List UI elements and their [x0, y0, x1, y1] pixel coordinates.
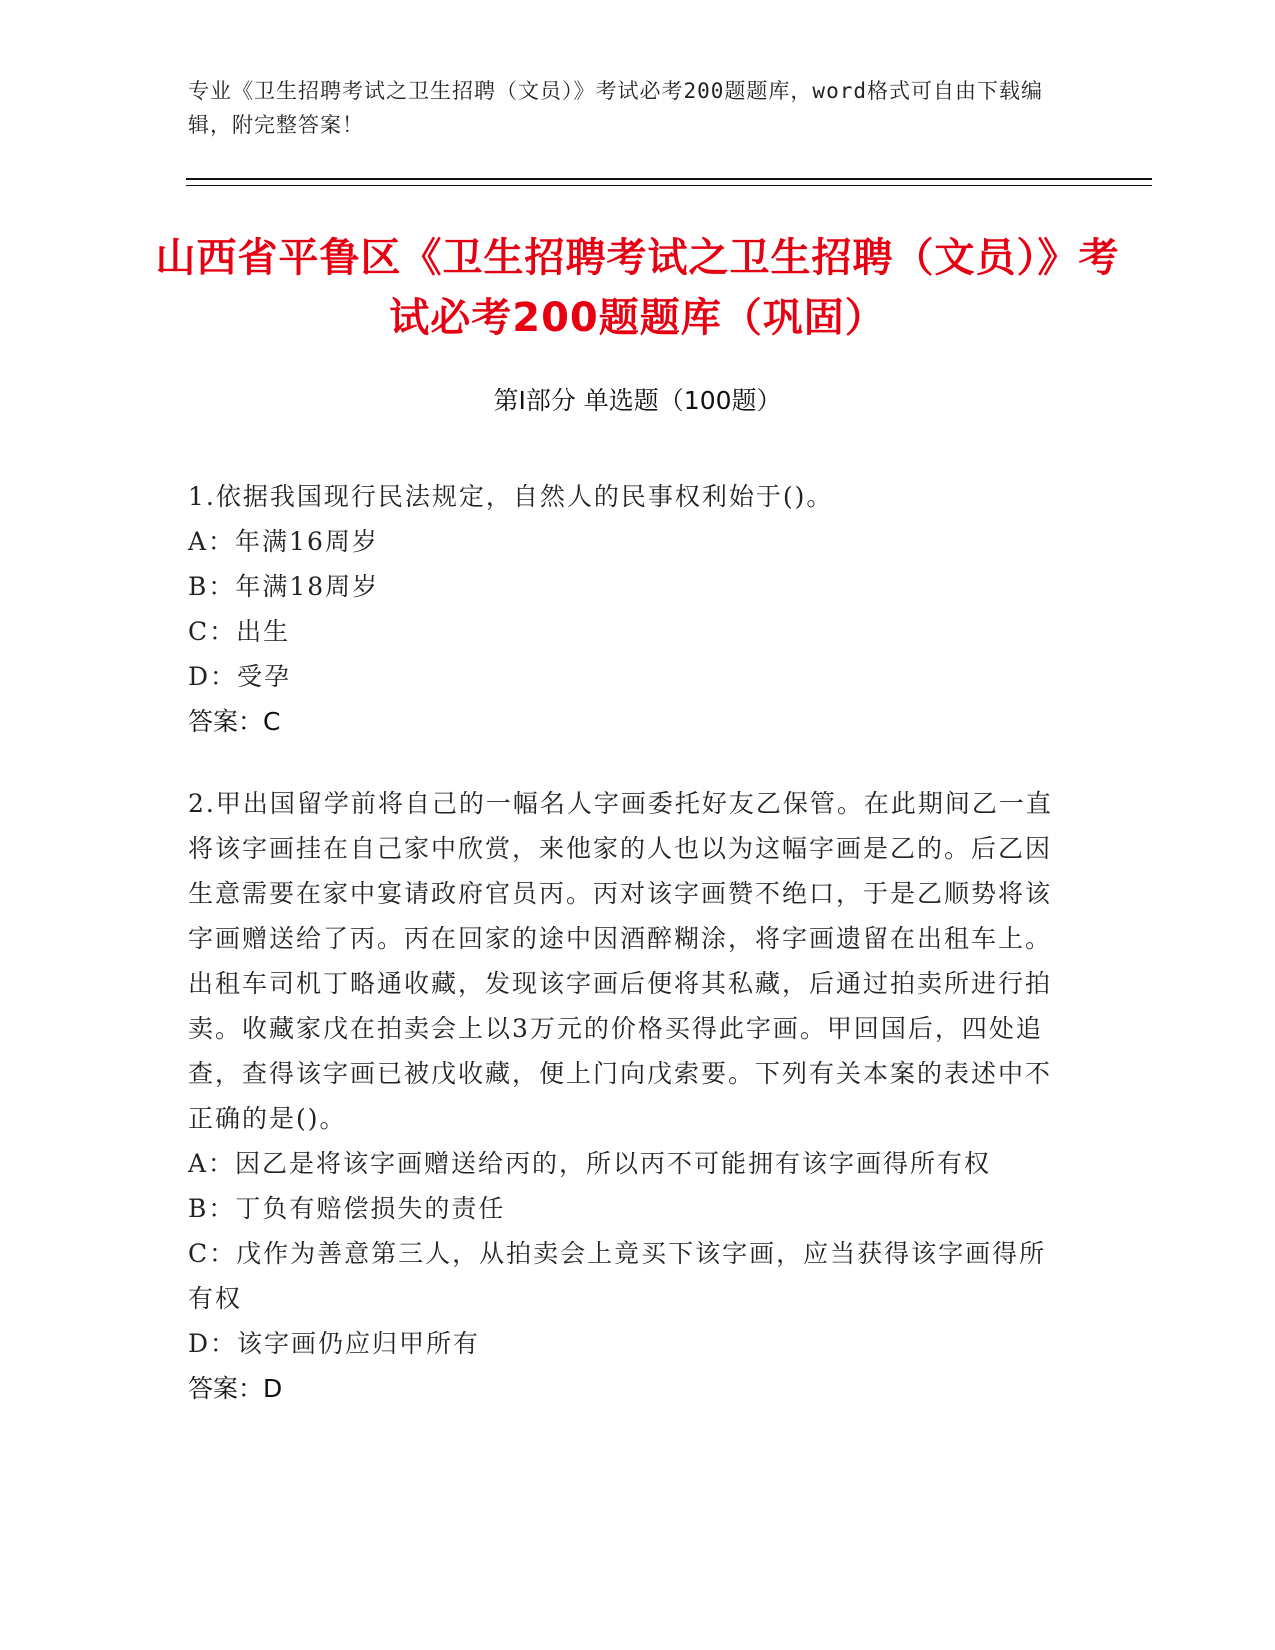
- option-a: A：因乙是将该字画赠送给丙的，所以丙不可能拥有该字画得所有权: [188, 1149, 992, 1178]
- question-1: [188, 474, 1068, 744]
- header-divider-thin: [186, 185, 1152, 186]
- answer: 答案：D: [188, 1374, 283, 1403]
- answer: 答案：C: [188, 707, 281, 736]
- header-note: 专业《卫生招聘考试之卫生招聘（文员）》考试必考200题题库，word格式可自由下载编辑，附完整答案！: [188, 79, 1043, 137]
- question-list: [188, 474, 1068, 1448]
- option-d: D：该字画仍应归甲所有: [188, 1329, 481, 1358]
- question-stem: 2.甲出国留学前将自己的一幅名人字画委托好友乙保管。在此期间乙一直将该字画挂在自己家中欣赏，来他家的人也以为这幅字画是乙的。后乙因生意需要在家中宴请政府官员丙。丙对该字画赞不绝口，于是乙顺势将该字画赠送给了丙。丙在回家的途中因酒醉糊涂，将字画遗留在出租车上。出租车司机丁略通收藏，发现该字画后便将其私藏，后通过拍卖所进行拍卖。收藏家戊在拍卖会上以3万元的价格买得此字画。甲回国后，四处追查，查得该字画已被戊收藏，便上门向戊索要。下列有关本案的表述中不正确的是()。: [188, 789, 1053, 1133]
- option-a: A：年满16周岁: [188, 527, 379, 556]
- section-title: 第Ⅰ部分 单选题（100题）: [493, 386, 782, 415]
- option-d: D：受孕: [188, 662, 292, 691]
- question-2: [188, 781, 1068, 1411]
- question-stem: 1.依据我国现行民法规定，自然人的民事权利始于()。: [188, 482, 834, 511]
- header-divider-thick: [186, 178, 1152, 180]
- option-b: B：丁负有赔偿损失的责任: [188, 1194, 506, 1223]
- option-c: C：戊作为善意第三人，从拍卖会上竟买下该字画，应当获得该字画得所有权: [188, 1239, 1047, 1313]
- document-title: 山西省平鲁区《卫生招聘考试之卫生招聘（文员）》考试必考200题题库（巩固）: [155, 235, 1120, 341]
- option-b: B：年满18周岁: [188, 572, 380, 601]
- option-c: C：出生: [188, 617, 291, 646]
